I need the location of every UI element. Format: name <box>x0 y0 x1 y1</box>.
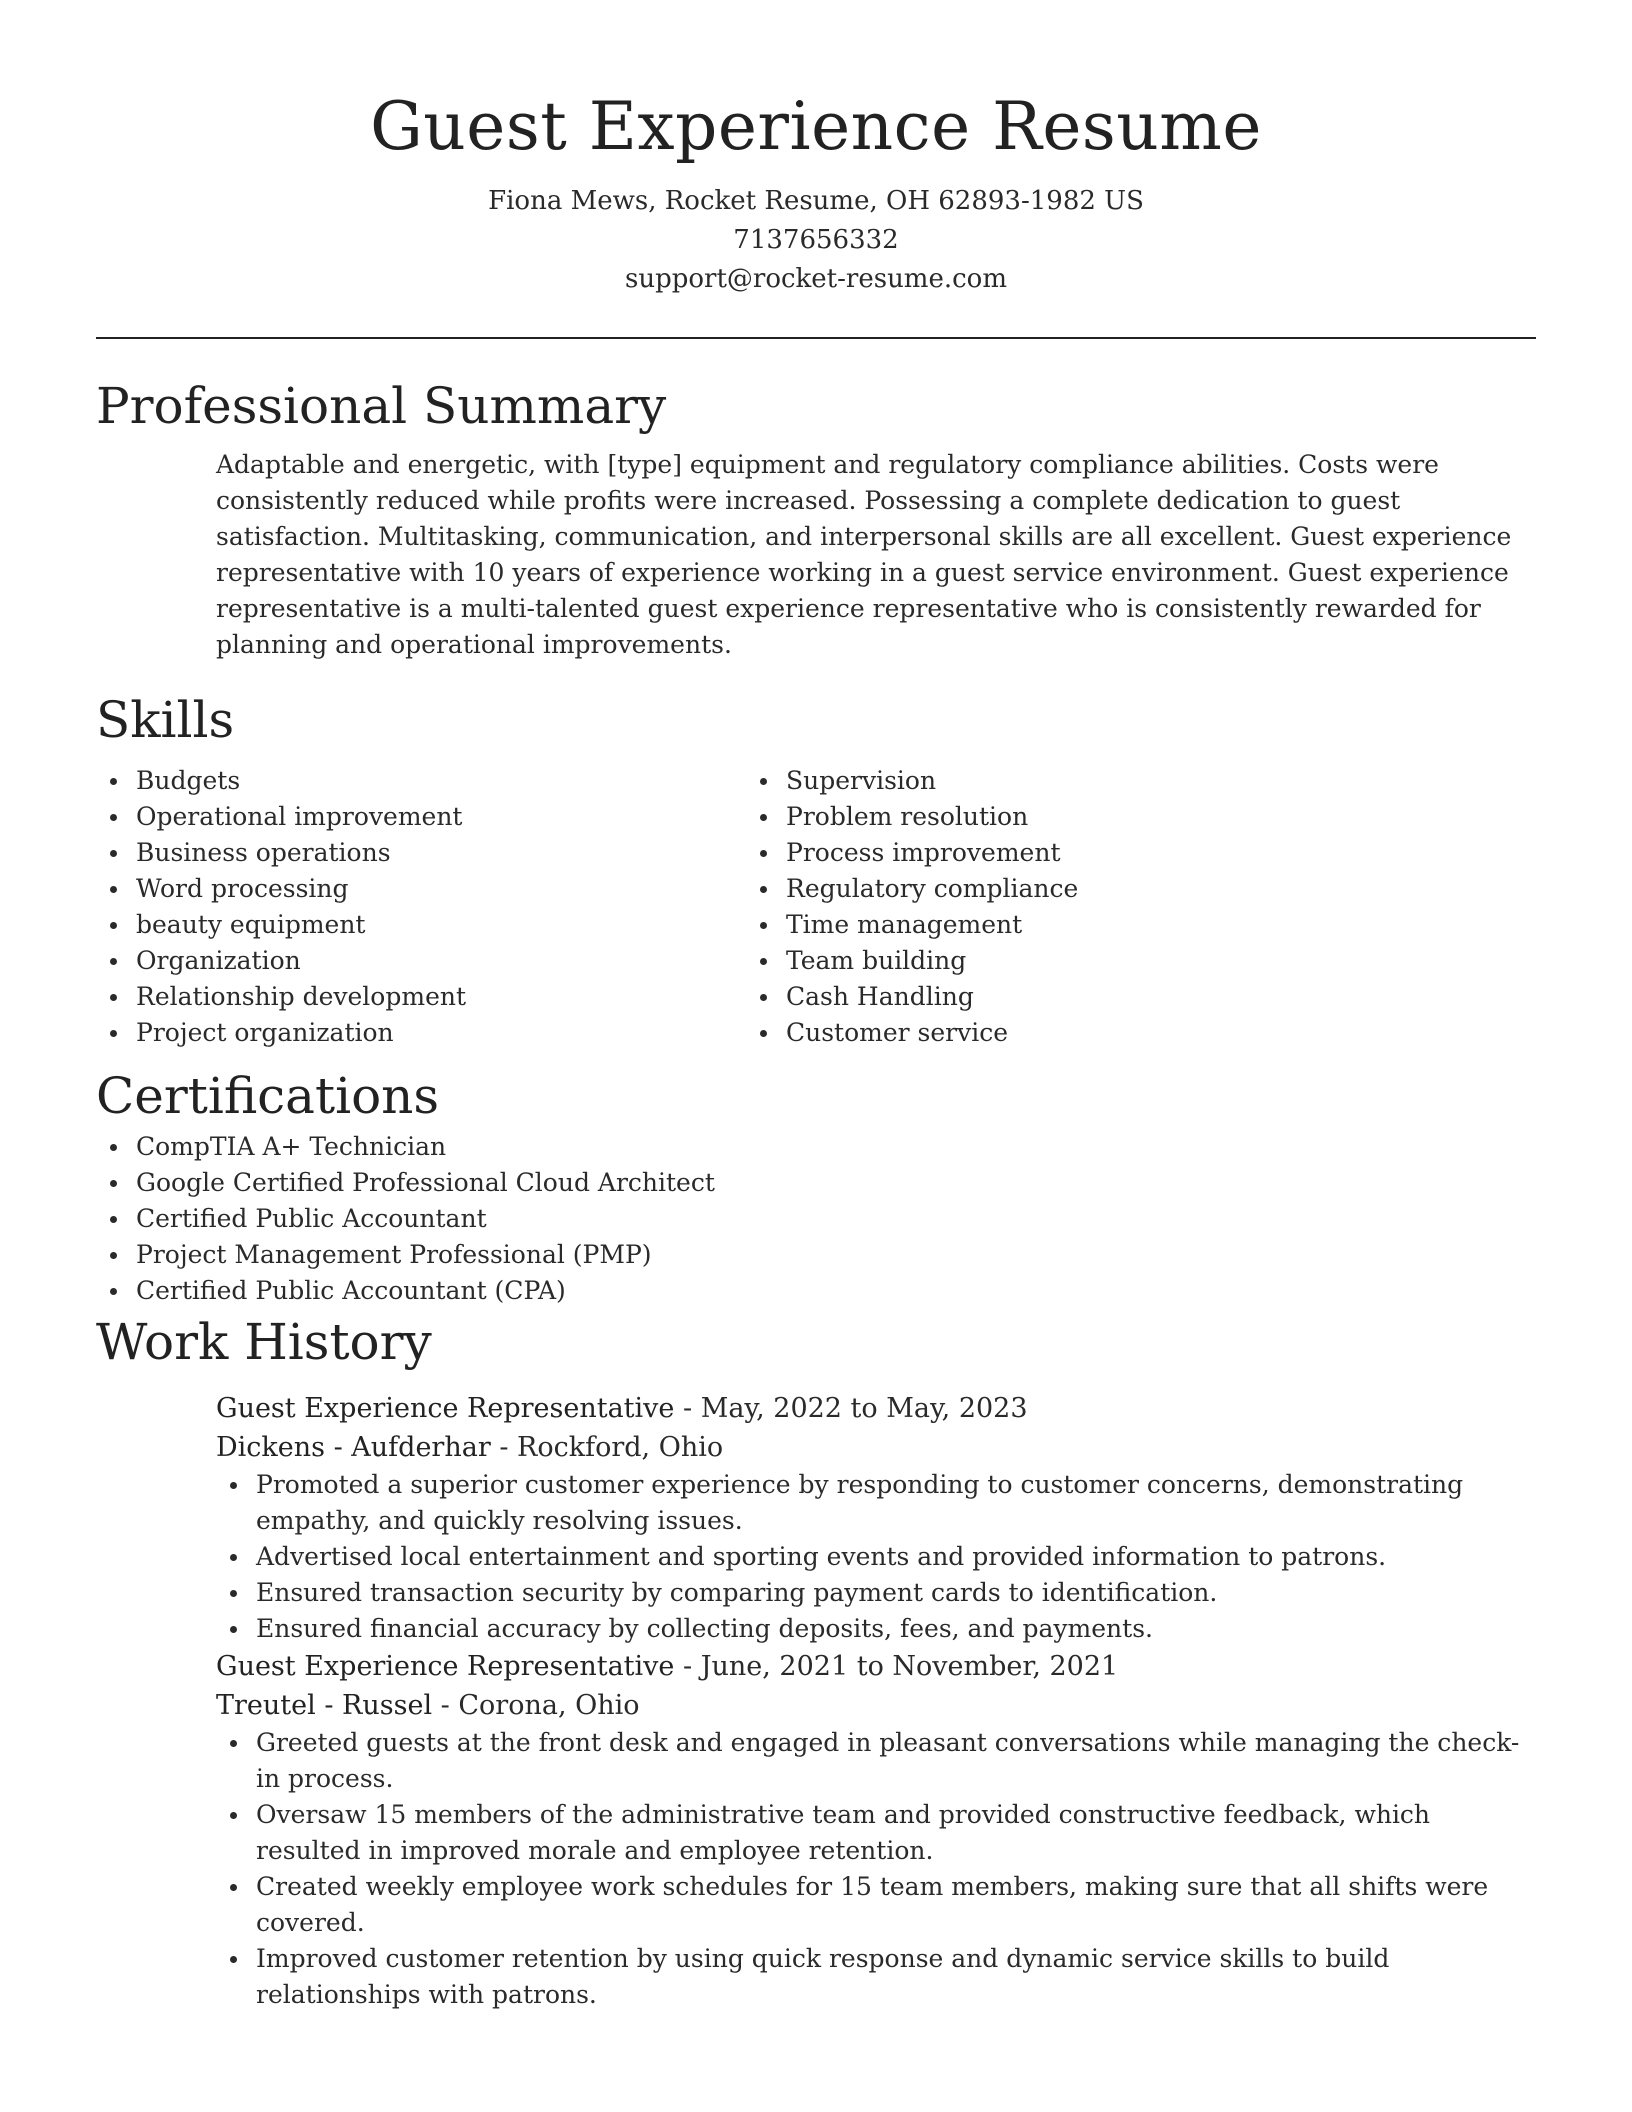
header-divider <box>96 337 1536 339</box>
skill-item: Cash Handling <box>746 979 1346 1015</box>
summary-text: Adaptable and energetic, with [type] equipment and regulatory compliance abilities. Costs were consistently reduced while profits were increased. Possessing a complete dedication to guest satisfaction. Multitasking, communication, and interpersonal skills are all excellent. Guest experience representative with 10 years of experience working in a guest service environment. Guest experience representative is a multi-talented guest experience representative who is consistently rewarded for planning and operational improvements. <box>216 450 1512 659</box>
certifications-list <box>96 1129 1536 1309</box>
skills-heading: Skills <box>96 691 235 749</box>
skill-item: Problem resolution <box>746 799 1346 835</box>
job-dates: June, 2021 to November, 2021 <box>700 1651 1119 1682</box>
skill-item: Process improvement <box>746 835 1346 871</box>
summary-heading: Professional Summary <box>96 377 667 435</box>
skill-item: Relationship development <box>96 979 746 1015</box>
job-bullet: Created weekly employee work schedules for 15 team members, making sure that all shifts were covered. <box>216 1869 1536 1941</box>
job-bullet: Ensured financial accuracy by collecting deposits, fees, and payments. <box>216 1611 1536 1647</box>
job-company: Dickens - Aufderhar <box>216 1432 491 1463</box>
certification-item: Project Management Professional (PMP) <box>96 1237 1536 1273</box>
skill-item: Customer service <box>746 1015 1346 1051</box>
job-dates: May, 2022 to May, 2023 <box>700 1393 1028 1424</box>
job-title: Guest Experience Representative <box>216 1393 675 1424</box>
job-bullet: Improved customer retention by using quick response and dynamic service skills to build relationships with patrons. <box>216 1941 1536 2013</box>
work-history-heading: Work History <box>96 1313 432 1371</box>
job-bullet: Ensured transaction security by comparing payment cards to identification. <box>216 1575 1536 1611</box>
job-location: Rockford, Ohio <box>517 1432 724 1463</box>
resume-title: Guest Experience Resume <box>370 88 1262 165</box>
certification-item: Google Certified Professional Cloud Architect <box>96 1165 1536 1201</box>
contact-phone: 7137656332 <box>733 225 899 255</box>
skill-item: Operational improvement <box>96 799 746 835</box>
job-bullets <box>216 1467 1536 1647</box>
skill-item: Project organization <box>96 1015 746 1051</box>
certification-item: CompTIA A+ Technician <box>96 1129 1536 1165</box>
skills-column-left <box>96 763 746 1051</box>
job-company: Treutel - Russel <box>216 1690 433 1721</box>
job-title: Guest Experience Representative <box>216 1651 675 1682</box>
job-location: Corona, Ohio <box>458 1690 640 1721</box>
contact-email: support@rocket-resume.com <box>624 264 1007 294</box>
certification-item: Certified Public Accountant <box>96 1201 1536 1237</box>
job-entry <box>216 1647 1536 1725</box>
skills-lists <box>96 763 1536 1051</box>
contact-address: Fiona Mews, Rocket Resume, OH 62893-1982 US <box>488 186 1144 216</box>
job-bullet: Oversaw 15 members of the administrative team and provided constructive feedback, which resulted in improved morale and employee retention. <box>216 1797 1536 1869</box>
contact-block <box>96 182 1536 299</box>
skills-column-right <box>746 763 1346 1051</box>
skill-item: Team building <box>746 943 1346 979</box>
job-bullets <box>216 1725 1536 2013</box>
skill-item: Business operations <box>96 835 746 871</box>
certifications-heading: Certifications <box>96 1067 440 1125</box>
job-company-line: Treutel - Russel - Corona, Ohio <box>216 1690 640 1721</box>
job-entry <box>216 1389 1536 1467</box>
job-title-line: Guest Experience Representative - June, 2021 to November, 2021 <box>216 1651 1119 1682</box>
job-title-line: Guest Experience Representative - May, 2022 to May, 2023 <box>216 1393 1028 1424</box>
job-bullet: Advertised local entertainment and sporting events and provided information to patrons. <box>216 1539 1536 1575</box>
job-bullet: Greeted guests at the front desk and engaged in pleasant conversations while managing the check-in process. <box>216 1725 1536 1797</box>
skill-item: Word processing <box>96 871 746 907</box>
skill-item: Supervision <box>746 763 1346 799</box>
skill-item: Budgets <box>96 763 746 799</box>
skill-item: Regulatory compliance <box>746 871 1346 907</box>
job-bullet: Promoted a superior customer experience by responding to customer concerns, demonstrating empathy, and quickly resolving issues. <box>216 1467 1536 1539</box>
skill-item: Time management <box>746 907 1346 943</box>
skill-item: beauty equipment <box>96 907 746 943</box>
job-company-line: Dickens - Aufderhar - Rockford, Ohio <box>216 1432 724 1463</box>
certification-item: Certified Public Accountant (CPA) <box>96 1273 1536 1309</box>
skill-item: Organization <box>96 943 746 979</box>
